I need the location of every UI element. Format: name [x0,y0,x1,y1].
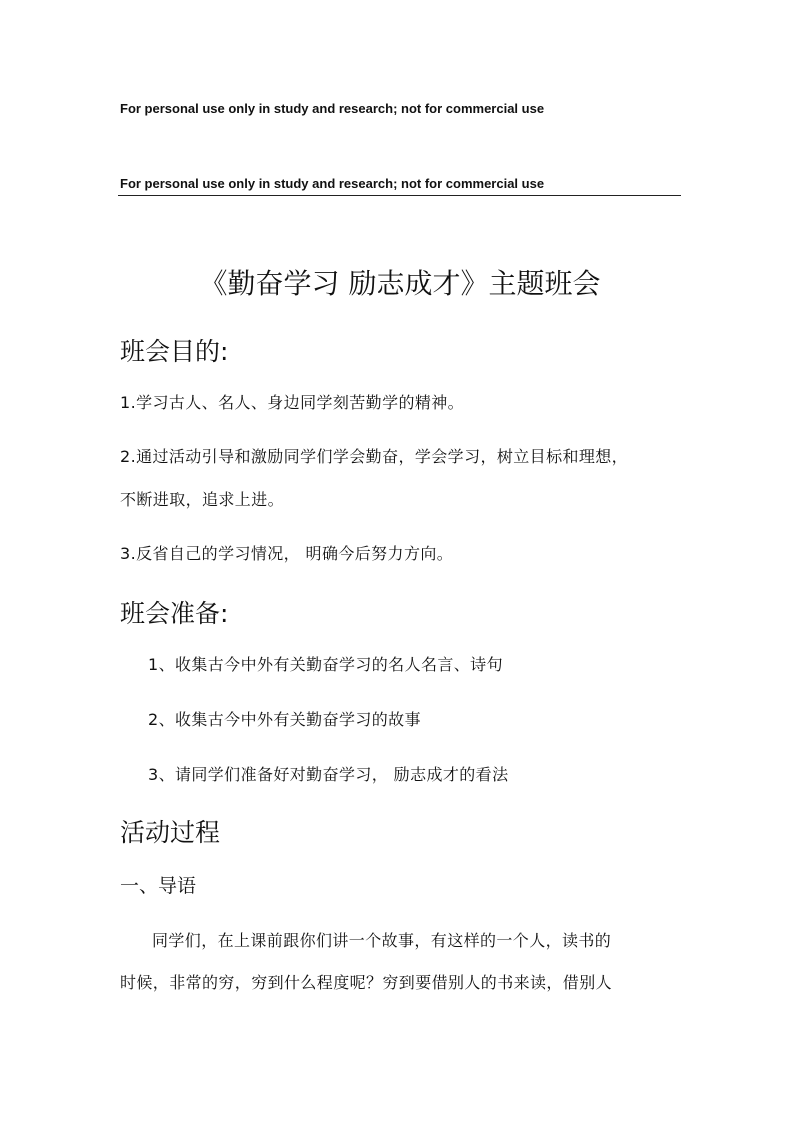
intro-paragraph-line-1: 同学们，在上课前跟你们讲一个故事，有这样的一个人，读书的 [152,931,612,950]
process-heading: 活动过程 [120,818,221,847]
document-title: 《勤奋学习 励志成才》主题班会 [199,267,601,300]
preparation-heading: 班会准备: [120,599,229,628]
purpose-item-1: 1.学习古人、名人、身边同学刻苦勤学的精神。 [120,393,465,412]
preparation-item-3: 3、请同学们准备好对勤奋学习， 励志成才的看法 [148,765,509,784]
disclaimer-text-top: For personal use only in study and research; not for commercial use [120,101,545,116]
preparation-item-1: 1、收集古今中外有关勤奋学习的名人名言、诗句 [148,655,503,674]
intro-paragraph-line-2: 时候，非常的穷，穷到什么程度呢？穷到要借别人的书来读，借别人 [120,973,613,992]
purpose-item-2: 2.通过活动引导和激励同学们学会勤奋，学会学习，树立目标和理想， [120,447,629,466]
header-divider [118,195,681,196]
purpose-heading: 班会目的: [120,337,229,366]
purpose-item-2-continued: 不断进取，追求上进。 [120,490,285,509]
purpose-item-3: 3.反省自己的学习情况， 明确今后努力方向。 [120,544,454,563]
intro-heading: 一、导语 [120,875,197,897]
preparation-item-2: 2、收集古今中外有关勤奋学习的故事 [148,710,421,729]
disclaimer-text-bottom: For personal use only in study and research; not for commercial use [120,176,545,191]
